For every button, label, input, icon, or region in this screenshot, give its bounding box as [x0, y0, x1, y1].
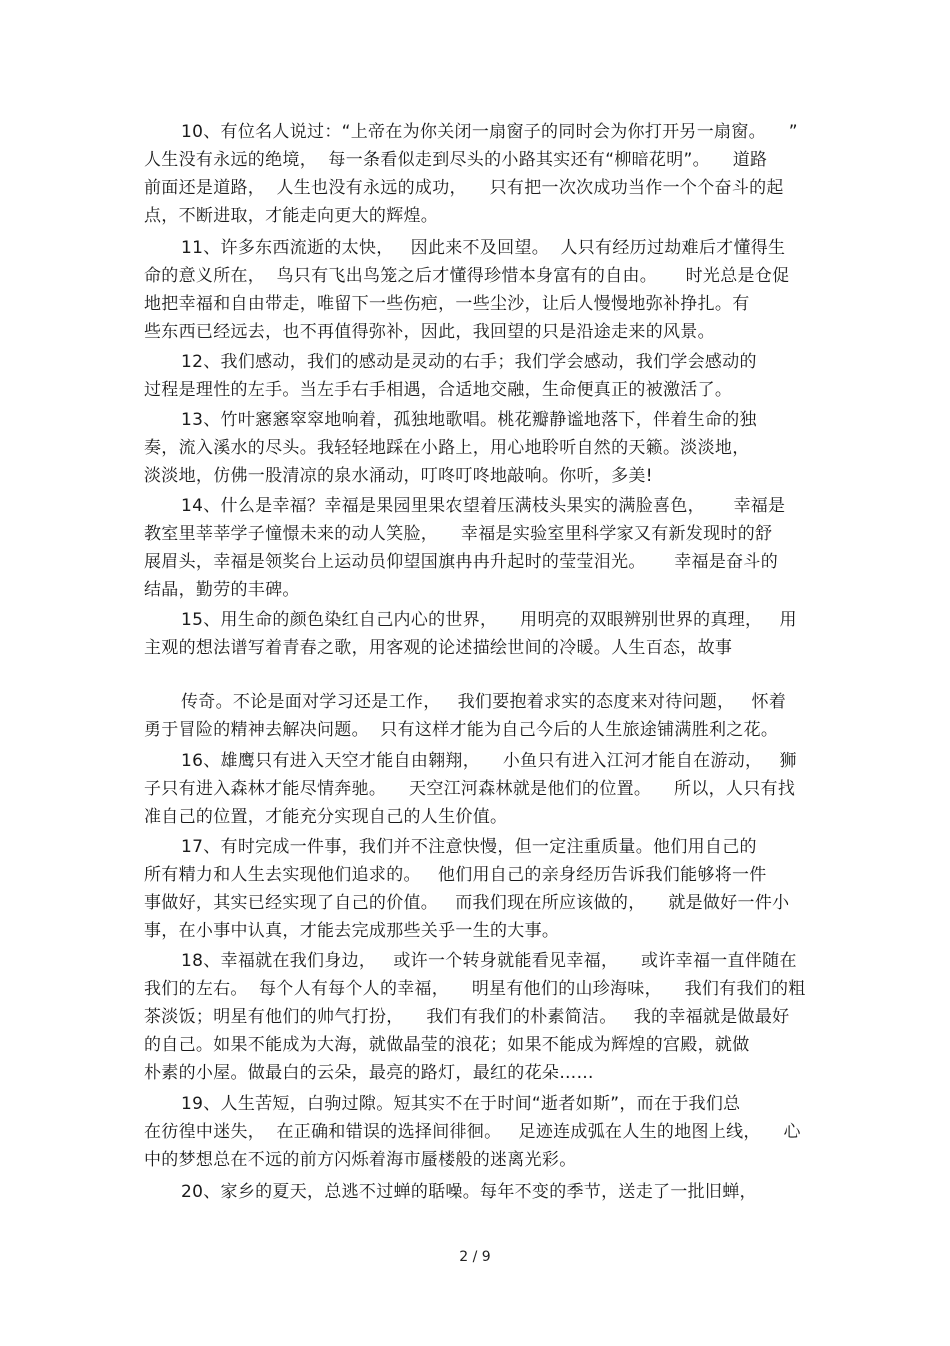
text-line: 15、用生命的颜色染红自己内心的世界， 用明亮的双眼辨别世界的真理， 用: [181, 610, 797, 630]
text-line: 教室里莘莘学子憧憬未来的动人笑脸， 幸福是实验室里科学家又有新发现时的舒: [144, 524, 773, 544]
text-line: 10、有位名人说过：“上帝在为你关闭一扇窗子的同时会为你打开另一扇窗。 ”: [181, 122, 798, 142]
text-line: 事，在小事中认真，才能去完成那些关乎一生的大事。: [144, 921, 560, 941]
text-line: 我们的左右。 每个人有每个人的幸福， 明星有他们的山珍海味， 我们有我们的粗: [144, 979, 806, 999]
text-line: 19、人生苦短，白驹过隙。短其实不在于时间“逝者如斯”，而在于我们总: [181, 1094, 741, 1114]
text-line: 子只有进入森林才能尽情奔驰。 天空江河森林就是他们的位置。 所以，人只有找: [144, 779, 796, 799]
text-line: 中的梦想总在不远的前方闪烁着海市蜃楼般的迷离光彩。: [144, 1150, 577, 1170]
text-line: 主观的想法谱写着青春之歌，用客观的论述描绘世间的冷暖。人生百态，故事: [144, 638, 733, 658]
text-line: 17、有时完成一件事，我们并不注意快慢，但一定注重质量。他们用自己的: [181, 837, 757, 857]
text-line: 茶淡饭；明星有他们的帅气打扮， 我们有我们的朴素简洁。 我的幸福就是做最好: [144, 1007, 790, 1027]
text-line: 14、什么是幸福？幸福是果园里果农望着压满枝头果实的满脸喜色， 幸福是: [181, 496, 786, 516]
text-line: 些东西已经远去，也不再值得弥补，因此，我回望的只是沿途走来的风景。: [144, 322, 715, 342]
text-line: 在彷徨中迷失， 在正确和错误的选择间徘徊。 足迹连成弧在人生的地图上线， 心: [144, 1122, 801, 1142]
text-line: 18、幸福就在我们身边， 或许一个转身就能看见幸福， 或许幸福一直伴随在: [181, 951, 797, 971]
page-number: 2 / 9: [459, 1249, 491, 1265]
text-line: 的自己。如果不能成为大海，就做晶莹的浪花；如果不能成为辉煌的宫殿，就做: [144, 1035, 750, 1055]
text-line: 奏，流入溪水的尽头。我轻轻地踩在小路上，用心地聆听自然的天籁。淡淡地，: [144, 438, 750, 458]
text-line: 点，不断进取，才能走向更大的辉煌。: [144, 206, 439, 226]
text-line: 淡淡地，仿佛一股清凉的泉水涌动，叮咚叮咚地敲响。你听，多美!: [144, 466, 653, 486]
text-line: 16、雄鹰只有进入天空才能自由翱翔， 小鱼只有进入江河才能自在游动， 狮: [181, 751, 797, 771]
text-line: 准自己的位置，才能充分实现自己的人生价值。: [144, 807, 508, 827]
text-line: 12、我们感动，我们的感动是灵动的右手；我们学会感动，我们学会感动的: [181, 352, 757, 372]
text-line: 朴素的小屋。做最白的云朵，最亮的路灯，最红的花朵……: [144, 1063, 594, 1083]
text-line: 所有精力和人生去实现他们追求的。 他们用自己的亲身经历告诉我们能够将一件: [144, 865, 767, 885]
text-line: 展眉头，幸福是领奖台上运动员仰望国旗冉冉升起时的莹莹泪光。 幸福是奋斗的: [144, 552, 779, 572]
text-line: 20、家乡的夏天，总逃不过蝉的聒噪。每年不变的季节，送走了一批旧蝉，: [181, 1182, 757, 1202]
text-line: 勇于冒险的精神去解决问题。 只有这样才能为自己今后的人生旅途铺满胜利之花。: [144, 720, 779, 740]
text-line: 过程是理性的左手。当左手右手相遇，合适地交融，生命便真正的被激活了。: [144, 380, 733, 400]
text-line: 人生没有永远的绝境， 每一条看似走到尽头的小路其实还有“柳暗花明”。 道路: [144, 150, 768, 170]
text-line: 事做好，其实已经实现了自己的价值。 而我们现在所应该做的， 就是做好一件小: [144, 893, 790, 913]
text-line: 13、竹叶窸窸窣窣地响着，孤独地歌唱。桃花瓣静谧地落下，伴着生命的独: [181, 410, 757, 430]
text-line: 前面还是道路， 人生也没有永远的成功， 只有把一次次成功当作一个个奋斗的起: [144, 178, 784, 198]
text-line: 地把幸福和自由带走，唯留下一些伤疤，一些尘沙，让后人慢慢地弥补挣扎。有: [144, 294, 750, 314]
text-line: 命的意义所在， 鸟只有飞出鸟笼之后才懂得珍惜本身富有的自由。 时光总是仓促: [144, 266, 790, 286]
text-line: 传奇。不论是面对学习还是工作， 我们要抱着求实的态度来对待问题， 怀着: [181, 692, 787, 712]
text-line: 11、许多东西流逝的太快， 因此来不及回望。 人只有经历过劫难后才懂得生: [181, 238, 786, 258]
text-line: 结晶，勤劳的丰碑。: [144, 580, 300, 600]
